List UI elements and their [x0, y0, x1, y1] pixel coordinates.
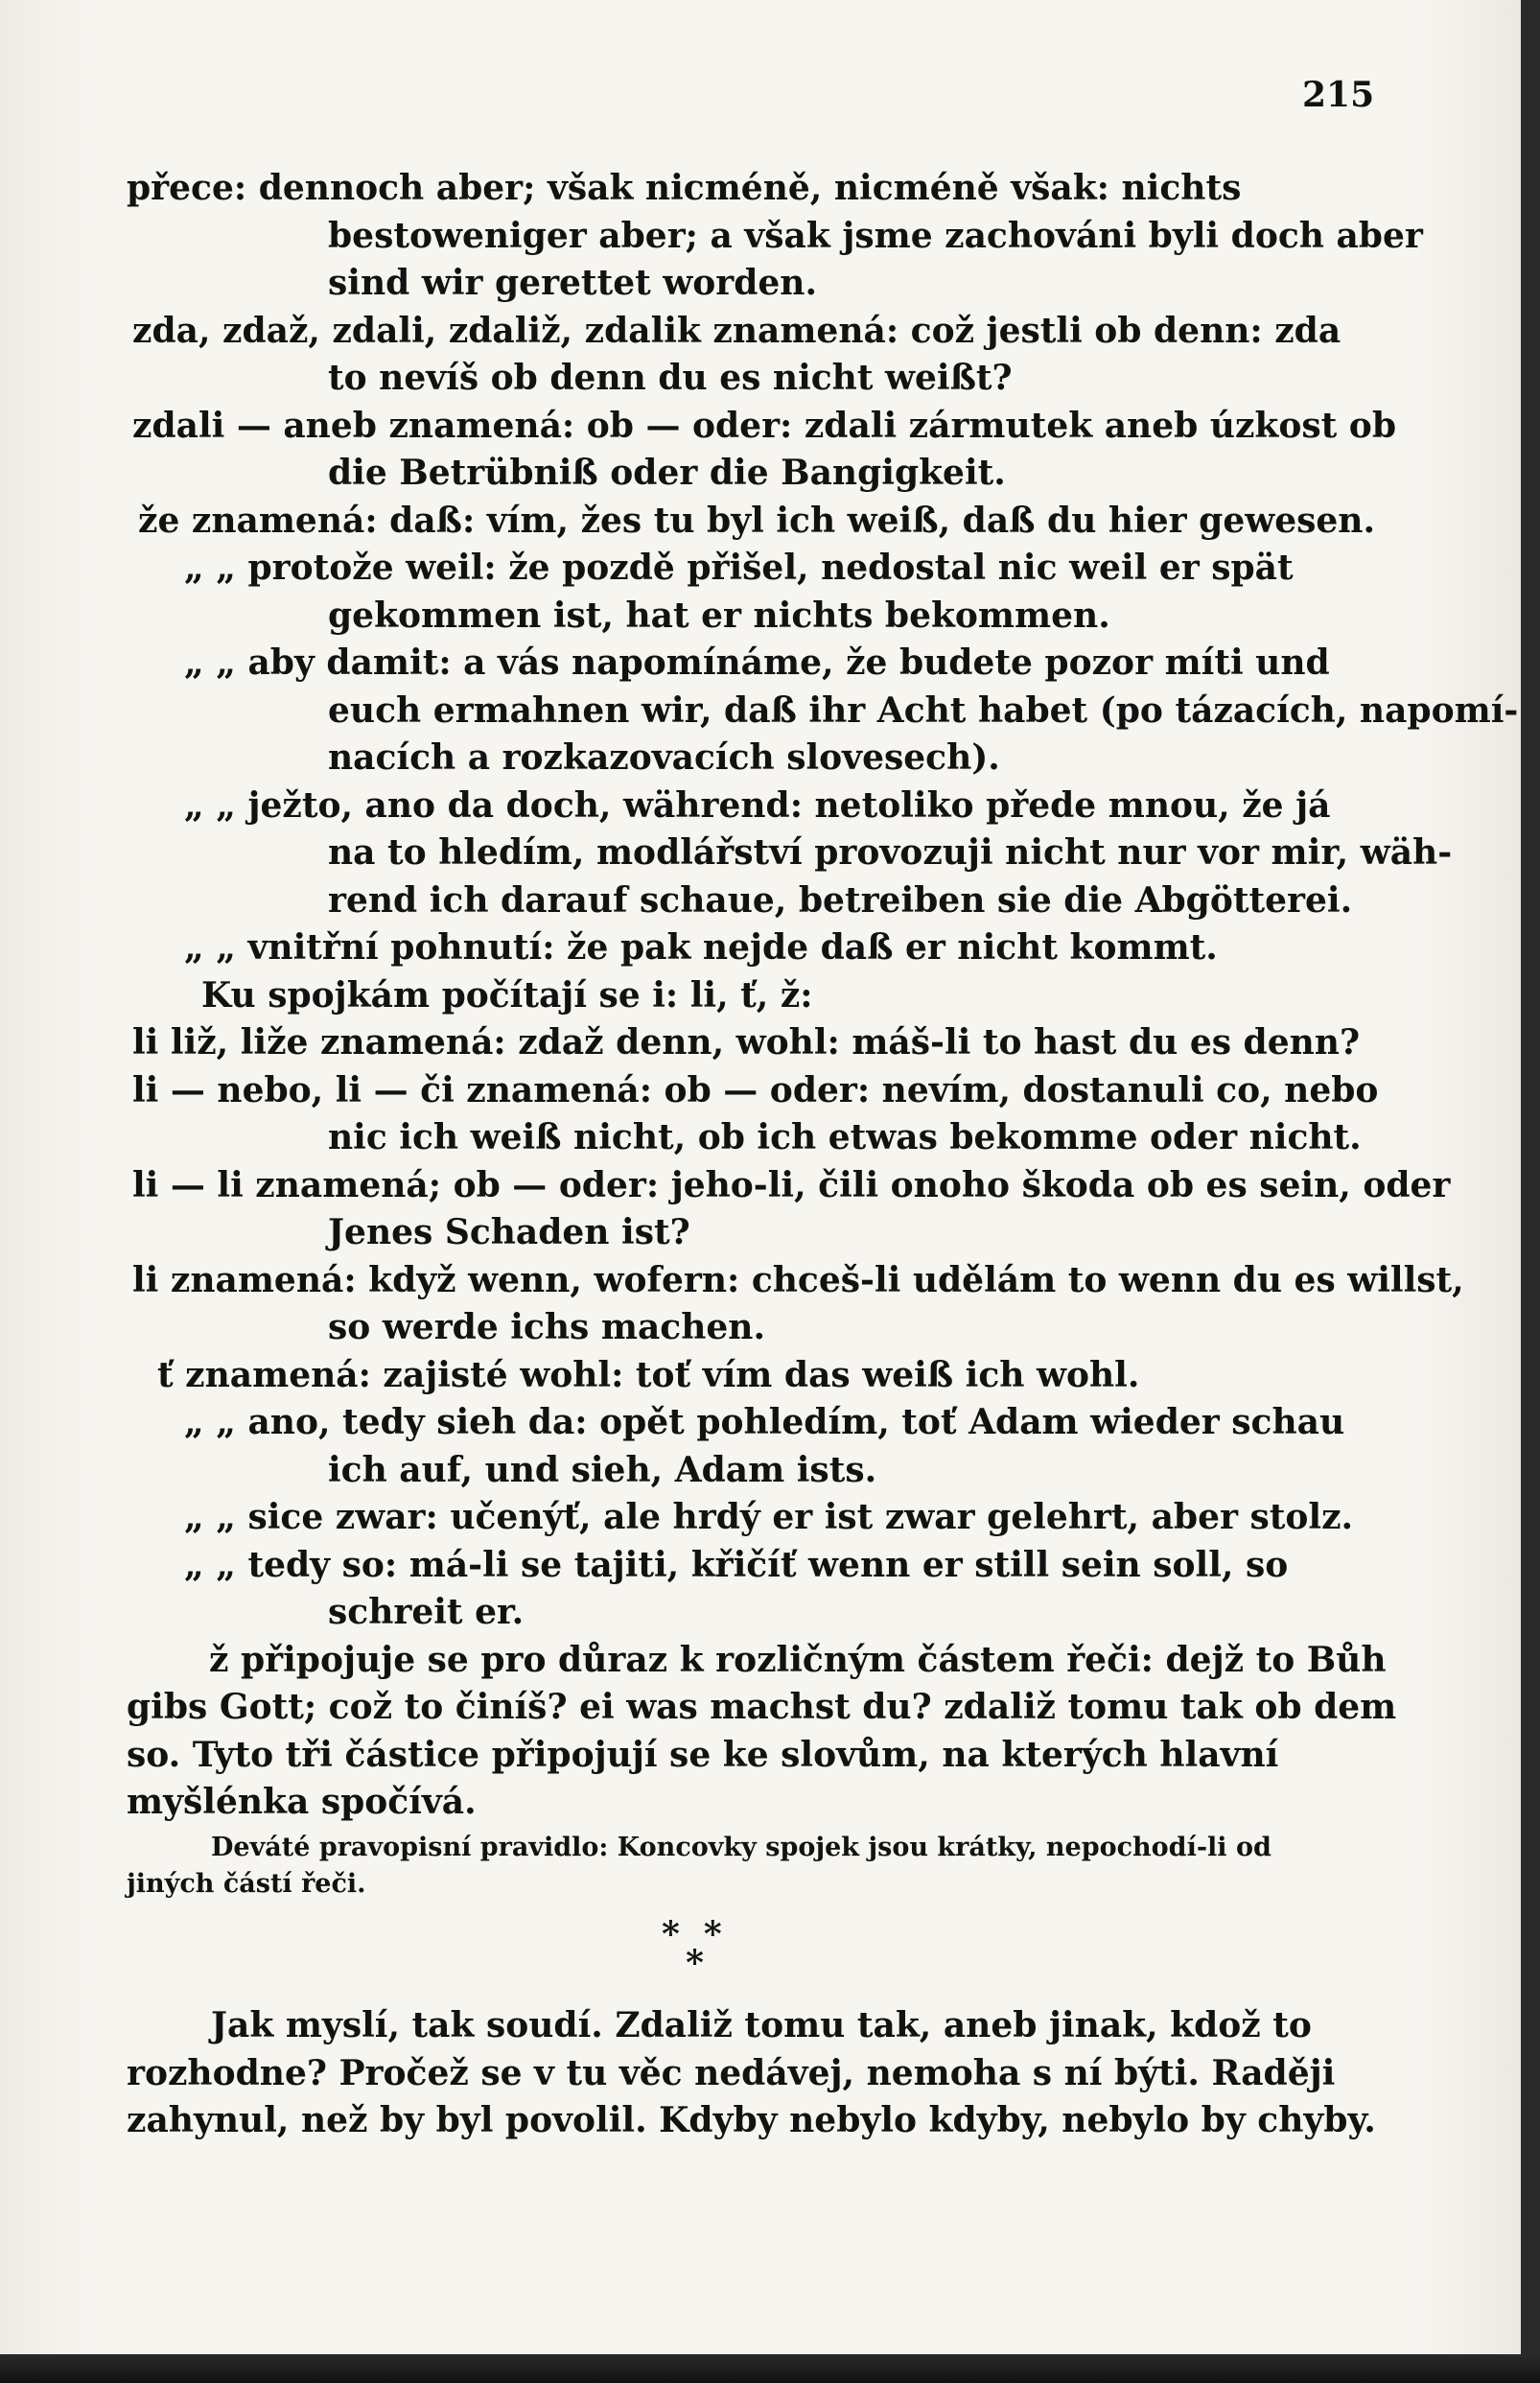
text-line: „ „ sice zwar: učenýť, ale hrdý er ist zwar gelehrt, aber stolz.	[184, 1497, 1354, 1537]
text-line: zda, zdaž, zdali, zdaliž, zdalik znamená: což jestli ob denn: zda	[132, 310, 1342, 351]
section-stars: * * *	[662, 1914, 722, 1983]
text-line: „ „ ano, tedy sieh da: opět pohledím, toť Adam wieder schau	[184, 1402, 1345, 1442]
page-number: 215	[1302, 75, 1375, 115]
text-line: „ „ aby damit: a vás napomínáme, že budete pozor míti und	[184, 642, 1330, 683]
text-line: ich auf, und sieh, Adam ists.	[328, 1449, 877, 1490]
scan-edge-right	[1521, 0, 1540, 2383]
text-line: „ „ vnitřní pohnutí: že pak nejde daß er nicht kommt.	[184, 927, 1218, 968]
text-line: gekommen ist, hat er nichts bekommen.	[328, 595, 1110, 636]
closing-line: rozhodne? Pročež se v tu věc nedávej, nemoha s ní býti. Raději	[127, 2052, 1336, 2093]
text-line: „ „ ježto, ano da doch, während: netoliko přede mnou, že já	[184, 784, 1331, 826]
closing-line: Jak myslí, tak soudí. Zdaliž tomu tak, aneb jinak, kdož to	[211, 2005, 1312, 2045]
closing-line: zahynul, než by byl povolil. Kdyby nebylo kdyby, nebylo by chyby.	[127, 2100, 1376, 2140]
text-line: to nevíš ob denn du es nicht weißt?	[328, 358, 1013, 398]
text-line: schreit er.	[328, 1592, 525, 1632]
text-line: so werde ichs machen.	[328, 1307, 765, 1347]
text-line: na to hledím, modlářství provozuji nicht nur vor mir, wäh-	[328, 832, 1453, 873]
text-line: nacích a rozkazovacích slovesech).	[328, 737, 1000, 778]
text-line: li — li znamená; ob — oder: jeho-li, čili onoho škoda ob es sein, oder	[132, 1164, 1451, 1205]
rule-note	[127, 1830, 1364, 1903]
text-line: Ku spojkám počítají se i: li, ť, ž:	[201, 974, 813, 1016]
text-line: Jenes Schaden ist?	[328, 1212, 690, 1252]
text-line: gibs Gott; což to činíš? ei was machst du? zdaliž tomu tak ob dem	[127, 1687, 1397, 1727]
closing-paragraph	[127, 2002, 1376, 2145]
text-line: přece: dennoch aber; však nicméně, nicméně však: nichts	[127, 168, 1242, 208]
text-line: so. Tyto tři částice připojují se ke slovům, na kterých hlavní	[127, 1734, 1279, 1775]
rule-line: jiných částí řeči.	[127, 1869, 366, 1899]
main-text	[127, 165, 1519, 1827]
text-line: bestoweniger aber; a však jsme zachováni byli doch aber	[328, 215, 1423, 256]
text-line: myšlénka spočívá.	[127, 1782, 477, 1822]
text-line: rend ich darauf schaue, betreiben sie die Abgötterei.	[328, 879, 1353, 921]
scan-edge-bottom	[0, 2354, 1540, 2383]
text-line: že znamená: daß: vím, žes tu byl ich weiß, daß du hier gewesen.	[138, 500, 1376, 541]
text-line: sind wir gerettet worden.	[328, 263, 818, 303]
text-line: li znamená: když wenn, wofern: chceš-li udělám to wenn du es willst,	[132, 1259, 1464, 1300]
text-line: ž připojuje se pro důraz k rozličným částem řeči: dejž to Bůh	[209, 1639, 1387, 1680]
rule-line: Deváté pravopisní pravidlo: Koncovky spojek jsou krátky, nepochodí-li od	[211, 1833, 1272, 1862]
text-line: li liž, liže znamená: zdaž denn, wohl: máš-li to hast du es denn?	[132, 1022, 1361, 1063]
text-line: ť znamená: zajisté wohl: toť vím das weiß ich wohl.	[157, 1354, 1140, 1395]
text-line: li — nebo, li — či znamená: ob — oder: nevím, dostanuli co, nebo	[132, 1069, 1379, 1110]
text-line: die Betrübniß oder die Bangigkeit.	[328, 453, 1006, 493]
text-line: euch ermahnen wir, daß ihr Acht habet (po tázacích, napomí-	[328, 689, 1519, 731]
text-line: „ „ tedy so: má-li se tajiti, křičíť wenn er still sein soll, so	[184, 1544, 1289, 1585]
text-line: nic ich weiß nicht, ob ich etwas bekomme oder nicht.	[328, 1117, 1362, 1157]
text-line: zdali — aneb znamená: ob — oder: zdali zármutek aneb úzkost ob	[132, 405, 1396, 446]
text-line: „ „ protože weil: že pozdě přišel, nedostal nic weil er spät	[184, 548, 1294, 588]
